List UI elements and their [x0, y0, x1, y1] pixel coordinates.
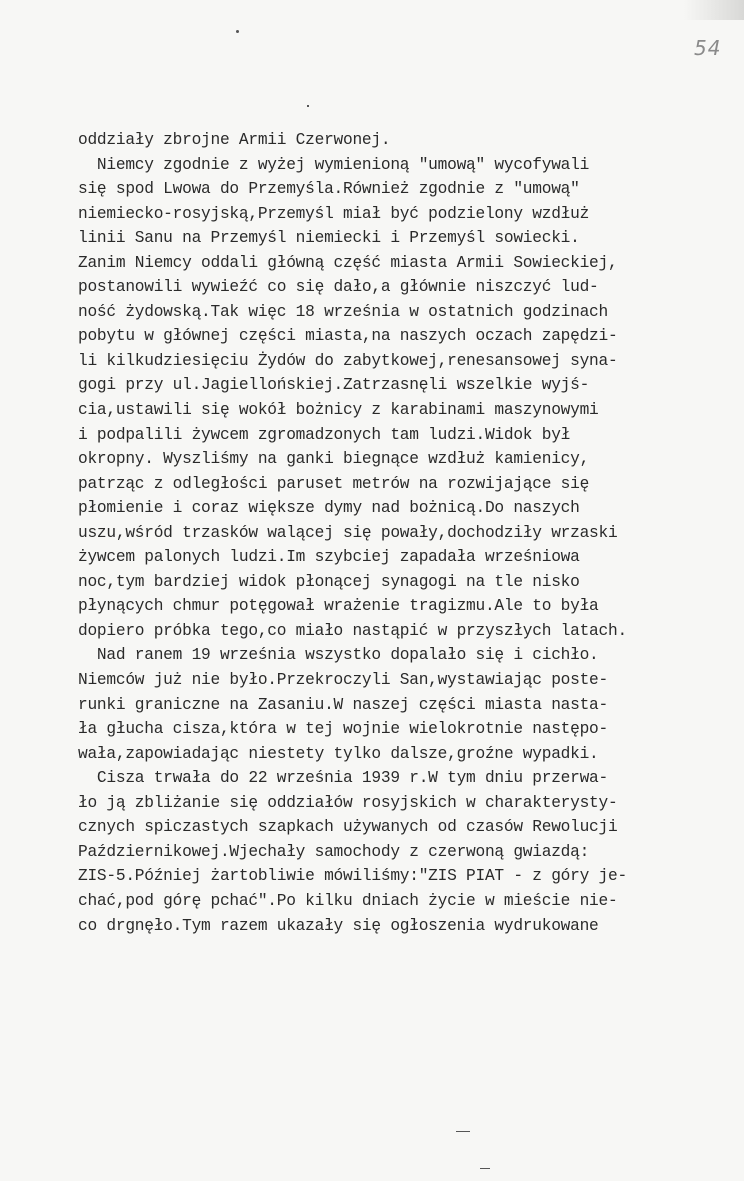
text-line: Niemców już nie było.Przekroczyli San,wystawiając poste- — [78, 671, 608, 690]
scan-speck — [456, 1131, 470, 1132]
text-line: ła głucha cisza,która w tej wojnie wielokrotnie następo- — [78, 720, 608, 739]
text-line: oddziały zbrojne Armii Czerwonej. — [78, 131, 391, 149]
scan-speck — [480, 1168, 490, 1169]
text-line: Październikowej.Wjechały samochody z czerwoną gwiazdą: — [78, 842, 590, 861]
text-line: gogi przy ul.Jagiellońskiej.Zatrzasnęli wszelkie wyjś- — [78, 376, 590, 395]
text-line: cznych spiczastych szapkach używanych od czasów Rewolucji — [78, 818, 618, 837]
text-line: Niemcy zgodnie z wyżej wymienioną "umową" wycofywali — [78, 155, 590, 174]
text-line: chać,pod górę pchać".Po kilku dniach życie w mieście nie- — [78, 891, 618, 910]
text-line: dopiero próbka tego,co miało nastąpić w przyszłych latach. — [78, 621, 627, 640]
scan-speck — [307, 105, 309, 107]
text-line: się spod Lwowa do Przemyśla.Również zgodnie z "umową" — [78, 180, 580, 199]
text-line: żywcem palonych ludzi.Im szybciej zapadała wrześniowa — [78, 548, 580, 567]
text-line: runki graniczne na Zasaniu.W naszej części miasta nasta- — [78, 695, 608, 714]
text-line: i podpalili żywcem zgromadzonych tam ludzi.Widok był — [78, 425, 571, 444]
text-line: Cisza trwała do 22 września 1939 r.W tym dniu przerwa- — [78, 769, 608, 788]
text-line: wała,zapowiadając niestety tylko dalsze,groźne wypadki. — [78, 744, 599, 763]
text-line: postanowili wywieźć co się dało,a głównie niszczyć lud- — [78, 278, 599, 297]
text-line: cia,ustawili się wokół bożnicy z karabinami maszynowymi — [78, 401, 599, 420]
text-line: patrząc z odległości paruset metrów na rozwijające się — [78, 474, 590, 493]
text-line: li kilkudziesięciu Żydów do zabytkowej,renesansowej syna- — [78, 351, 618, 370]
scan-speck — [236, 30, 239, 33]
text-line: linii Sanu na Przemyśl niemiecki i Przemyśl sowiecki. — [78, 229, 580, 248]
text-line: niemiecko-rosyjską,Przemyśl miał być podzielony wzdłuż — [78, 204, 590, 223]
text-line: noc,tym bardziej widok płonącej synagogi na tle nisko — [78, 572, 580, 591]
typed-text-body — [78, 128, 678, 938]
text-line: okropny. Wyszliśmy na ganki biegnące wzdłuż kamienicy, — [78, 450, 590, 469]
text-line: pobytu w głównej części miasta,na naszych oczach zapędzi- — [78, 327, 618, 346]
page-number: 54 — [694, 36, 722, 60]
text-line: ło ją zbliżanie się oddziałów rosyjskich w charakterysty- — [78, 793, 618, 812]
text-line: Nad ranem 19 września wszystko dopalało się i cichło. — [78, 646, 599, 665]
text-line: ZIS-5.Później żartobliwie mówiliśmy:"ZIS PIAT - z góry je- — [78, 867, 627, 886]
text-line: płynących chmur potęgował wrażenie tragizmu.Ale to była — [78, 597, 599, 616]
text-line: Zanim Niemcy oddali główną część miasta Armii Sowieckiej, — [78, 253, 618, 272]
text-line: płomienie i coraz większe dymy nad bożnicą.Do naszych — [78, 499, 580, 518]
text-line: co drgnęło.Tym razem ukazały się ogłoszenia wydrukowane — [78, 916, 599, 935]
scan-edge-shadow — [684, 0, 744, 20]
text-line: uszu,wśród trzasków walącej się powały,dochodziły wrzaski — [78, 523, 618, 542]
text-line: ność żydowską.Tak więc 18 września w ostatnich godzinach — [78, 302, 608, 321]
